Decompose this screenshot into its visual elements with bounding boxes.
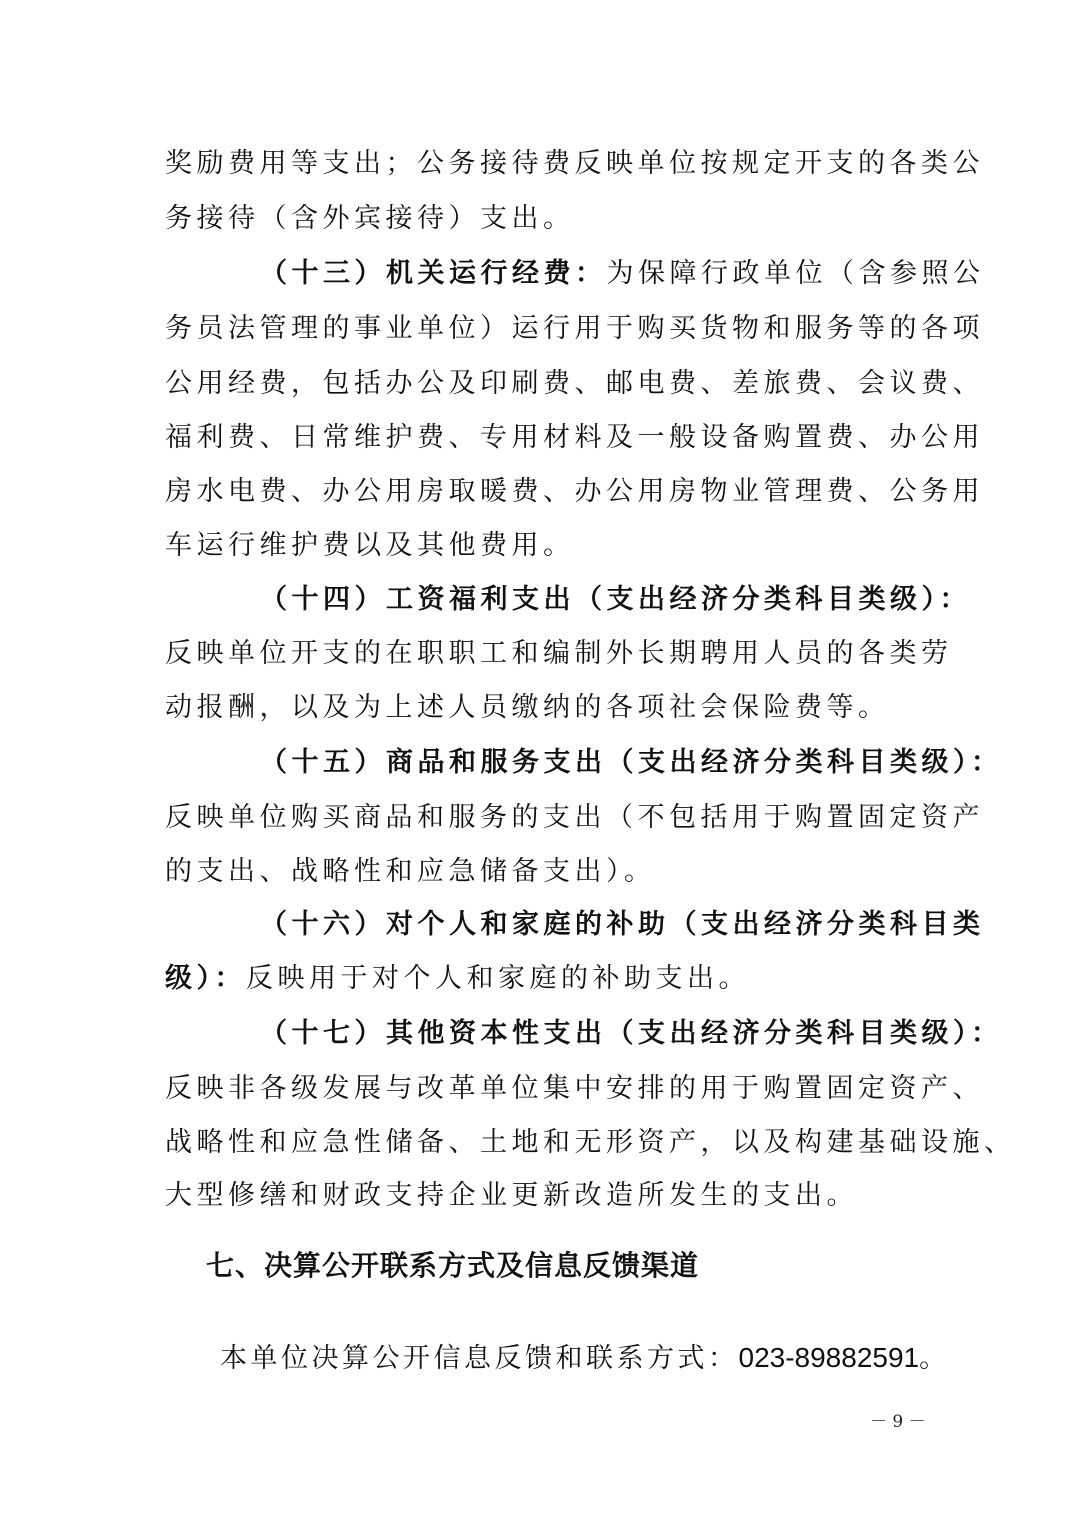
body-line: 务接待（含外宾接待）支出。: [165, 203, 575, 234]
contact-line: [220, 1340, 950, 1377]
body-line: 动报酬，以及为上述人员缴纳的各项社会保险费等。: [165, 692, 890, 723]
body-line: 福利费、日常维护费、专用材料及一般设备购置费、办公用: [165, 422, 984, 453]
body-text: 为保障行政单位（含参照公: [606, 258, 985, 289]
body-line: 公用经费，包括办公及印刷费、邮电费、差旅费、会议费、: [165, 368, 984, 399]
body-line: 反映单位开支的在职职工和编制外长期聘用人员的各类劳: [165, 638, 953, 669]
paragraph-16-second-line: [165, 961, 750, 997]
paragraph-16-title: （十六）对个人和家庭的补助（支出经济分类科目类: [260, 909, 985, 940]
body-line: 房水电费、办公用房取暖费、办公用房物业管理费、公务用: [165, 476, 984, 507]
body-line: 反映非各级发展与改革单位集中安排的用于购置固定资产、: [165, 1073, 984, 1104]
paragraph-13-title: （十三）机关运行经费：: [260, 258, 607, 289]
paragraph-16-title-end: 级）：: [165, 963, 246, 994]
paragraph-14-title: （十四）工资福利支出（支出经济分类科目类级）：: [260, 584, 971, 615]
body-line: 车运行维护费以及其他费用。: [165, 530, 575, 561]
body-line: 反映单位购买商品和服务的支出（不包括用于购置固定资产: [165, 802, 984, 833]
body-line: 的支出、战略性和应急储备支出）。: [165, 856, 656, 887]
body-line: 务员法管理的事业单位）运行用于购买货物和服务等的各项: [165, 313, 984, 344]
page-number: － 9 －: [870, 1412, 926, 1432]
contact-end-mark: 。: [919, 1343, 950, 1374]
body-line: 大型修缮和财政支持企业更新改造所发生的支出。: [165, 1180, 858, 1211]
paragraph-15-title: （十五）商品和服务支出（支出经济分类科目类级）：: [260, 747, 1003, 778]
paragraph-17-title: （十七）其他资本性支出（支出经济分类科目类级）：: [260, 1018, 1003, 1049]
body-line: 奖励费用等支出；公务接待费反映单位按规定开支的各类公: [165, 148, 984, 179]
paragraph-13-first-line: [260, 256, 985, 292]
contact-label: 本单位决算公开信息反馈和联系方式：: [220, 1343, 739, 1374]
contact-phone: 023-89882591: [738, 1342, 920, 1373]
body-line: 战略性和应急性储备、土地和无形资产，以及构建基础设施、: [165, 1127, 1016, 1158]
section-7-heading: 七、决算公开联系方式及信息反馈渠道: [206, 1249, 700, 1282]
body-text: 反映用于对个人和家庭的补助支出。: [246, 963, 750, 994]
